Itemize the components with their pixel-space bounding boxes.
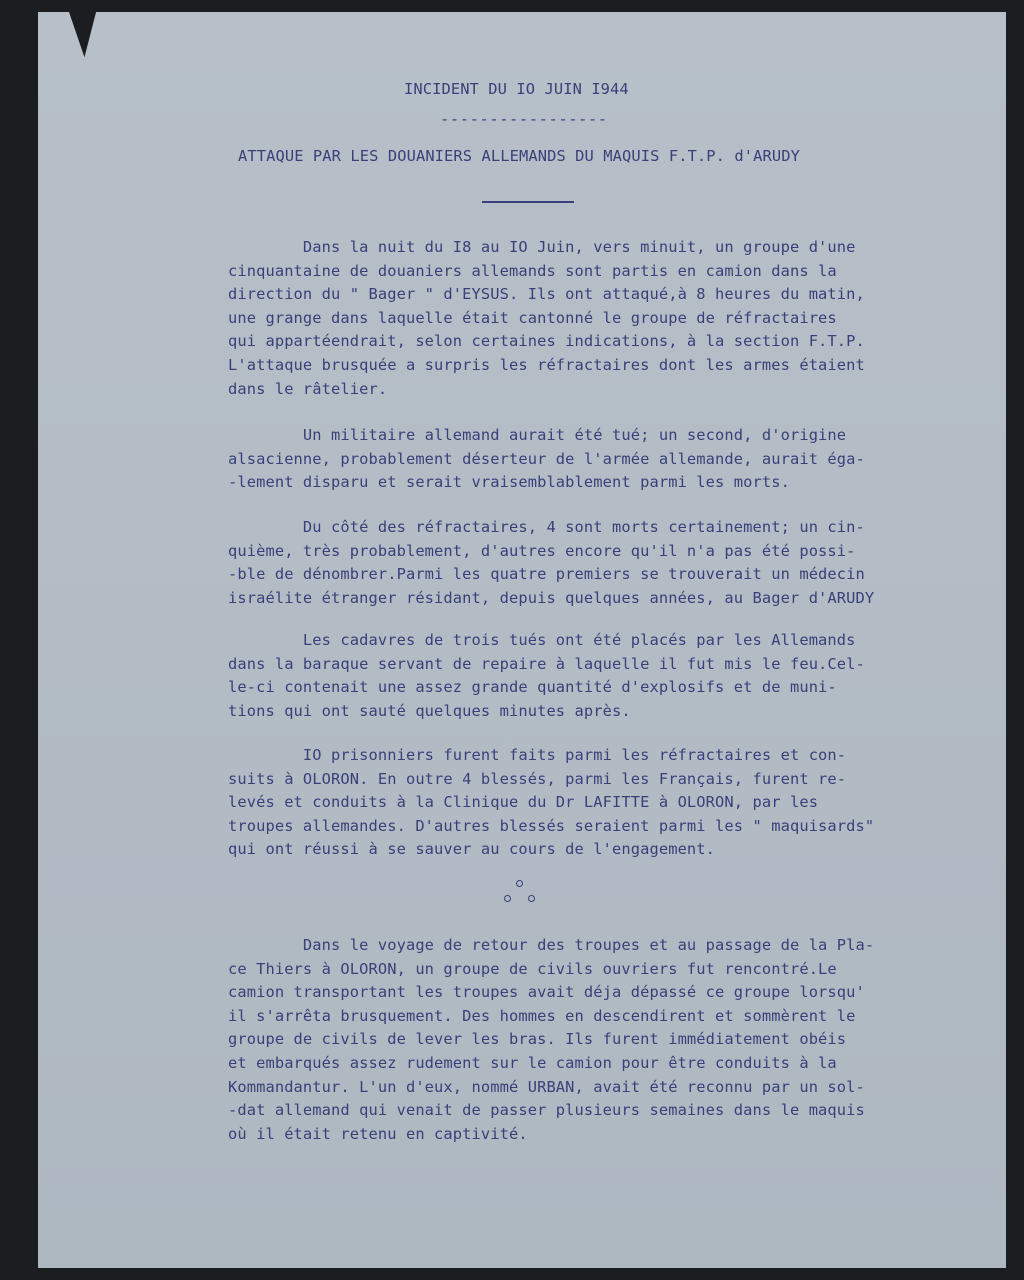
section-break-dots [500, 878, 542, 906]
paragraph-german-casualties: Un militaire allemand aurait été tué; un second, d'origine alsacienne, probablement déserteur de l'armée allemande, aurait éga- -lement disparu et serait vraisemblablement parmi les morts. [228, 426, 865, 492]
paragraph-prisoners: IO prisonniers furent faits parmi les réfractaires et con- suits à OLORON. En outre 4 blessés, parmi les Français, furent re- levés et conduits à la Clinique du Dr LAFITTE à OLORON, par les troupes allemandes. D'autres blessés seraient parmi les " maquisards" qui ont réussi à se sauver au cours de l'engagement. [228, 746, 875, 859]
paragraph-resistance-casualties: Du côté des réfractaires, 4 sont morts certainement; un cin- quième, très probablement, d'autres encore qu'il n'a pas été possi- -ble de dénombrer.Parmi les quatre premiers se trouverait un médecin israélite étranger résidant, depuis quelques années, au Bager d'ARUDY [228, 518, 875, 607]
subtitle-separator-line [482, 201, 574, 203]
document-subtitle: ATTAQUE PAR LES DOUANIERS ALLEMANDS DU MAQUIS F.T.P. d'ARUDY [238, 147, 800, 165]
dot-ornament [528, 895, 535, 902]
paragraph-burned-hut: Les cadavres de trois tués ont été placés par les Allemands dans la baraque servant de repaire à laquelle il fut mis le feu.Cel- le-ci contenait une assez grande quantité d'explosifs et de muni- tions qui ont sauté quelques minutes après. [228, 631, 865, 720]
title-dash-underline: ----------------- [440, 110, 608, 128]
dot-ornament [504, 895, 511, 902]
paragraph-return-journey: Dans le voyage de retour des troupes et au passage de la Pla- ce Thiers à OLORON, un groupe de civils ouvriers fut rencontré.Le camion transportant les troupes avait déja dépassé ce groupe lorsqu' il s'arrêta brusquement. Des hommes en descendirent et sommèrent le groupe de civils de lever les bras. Ils furent immédiatement obéis et embarqués assez rudement sur le camion pour être conduits à la Kommandantur. L'un d'eux, nommé URBAN, avait été reconnu par un sol- -dat allemand qui venait de passer plusieurs semaines dans le maquis où il était retenu en captivité. [228, 936, 875, 1143]
dot-ornament [516, 880, 523, 887]
paragraph-attack-night: Dans la nuit du I8 au IO Juin, vers minuit, un groupe d'une cinquantaine de douaniers allemands sont partis en camion dans la direction du " Bager " d'EYSUS. Ils ont attaqué,à 8 heures du matin, une grange dans laquelle était cantonné le groupe de réfractaires qui appartéendrait, selon certaines indications, à la section F.T.P. L'attaque brusquée a surpris les réfractaires dont les armes étaient dans le râtelier. [228, 238, 865, 398]
document-title: INCIDENT DU IO JUIN I944 [404, 80, 629, 98]
